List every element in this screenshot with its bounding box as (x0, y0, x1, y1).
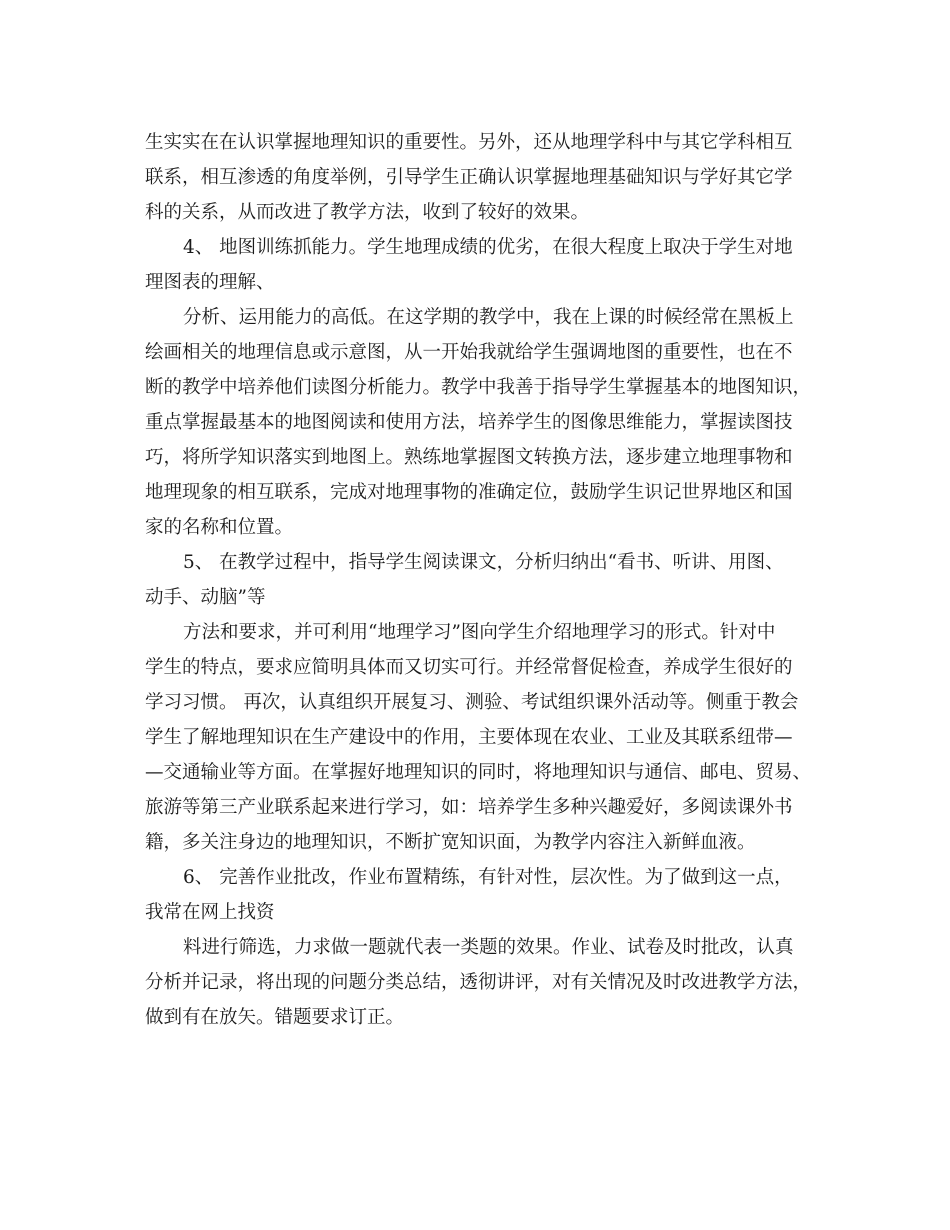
paragraph-start-line: 方法和要求，并可利用“地理学习”图向学生介绍地理学习的形式。针对中 (183, 622, 776, 643)
text-line: 联系，相互渗透的角度举例，引导学生正确认识掌握地理基础知识与学好其它学 (145, 167, 793, 188)
text-line: 巧，将所学知识落实到地图上。熟练地掌握图文转换方法，逐步建立地理事物和 (145, 447, 793, 468)
text-line: 家的名称和位置。 (145, 517, 294, 538)
paragraph-start-line: 分析、运用能力的高低。在这学期的教学中，我在上课的时候经常在黑板上 (183, 307, 794, 328)
paragraph-start-line: 4、 地图训练抓能力。学生地理成绩的优劣，在很大程度上取决于学生对地 (183, 237, 793, 258)
text-line: 旅游等第三产业联系起来进行学习，如：培养学生多种兴趣爱好，多阅读课外书 (145, 797, 793, 818)
text-line: 断的教学中培养他们读图分析能力。教学中我善于指导学生掌握基本的地图知识， (145, 377, 812, 398)
text-line: 学生了解地理知识在生产建设中的作用，主要体现在农业、工业及其联系纽带— (145, 727, 793, 748)
text-line: 绘画相关的地理信息或示意图，从一开始我就给学生强调地图的重要性，也在不 (145, 342, 793, 363)
text-line: 科的关系，从而改进了教学方法，收到了较好的效果。 (145, 202, 590, 223)
text-line: 动手、动脑”等 (145, 587, 266, 608)
text-line: 重点掌握最基本的地图阅读和使用方法，培养学生的图像思维能力，掌握读图技 (145, 412, 793, 433)
paragraph-start-line: 料进行筛选，力求做一题就代表一类题的效果。作业、试卷及时批改，认真 (183, 937, 794, 958)
text-line: 学习习惯。 再次，认真组织开展复习、测验、考试组织课外活动等。侧重于教会 (145, 692, 799, 713)
text-line: 学生的特点，要求应简明具体而又切实可行。并经常督促检查，养成学生很好的 (145, 657, 793, 678)
text-line: —交通输业等方面。在掌握好地理知识的同时，将地理知识与通信、邮电、贸易、 (145, 762, 812, 783)
paragraph-start-line: 5、 在教学过程中，指导学生阅读课文，分析归纳出“看书、听讲、用图、 (183, 552, 784, 573)
text-line: 理图表的理解、 (145, 272, 275, 293)
text-line: 籍，多关注身边的地理知识，不断扩宽知识面，为教学内容注入新鲜血液。 (145, 832, 756, 853)
paragraph-start-line: 6、 完善作业批改，作业布置精练，有针对性，层次性。为了做到这一点， (183, 867, 793, 888)
text-line: 分析并记录，将出现的问题分类总结，透彻讲评，对有关情况及时改进教学方法， (145, 972, 812, 993)
text-line: 做到有在放矢。错题要求订正。 (145, 1007, 405, 1028)
text-line: 我常在网上找资 (145, 902, 275, 923)
text-line: 地理现象的相互联系，完成对地理事物的准确定位，鼓励学生识记世界地区和国 (145, 482, 793, 503)
text-line: 生实实在在认识掌握地理知识的重要性。另外，还从地理学科中与其它学科相互 (145, 132, 793, 153)
